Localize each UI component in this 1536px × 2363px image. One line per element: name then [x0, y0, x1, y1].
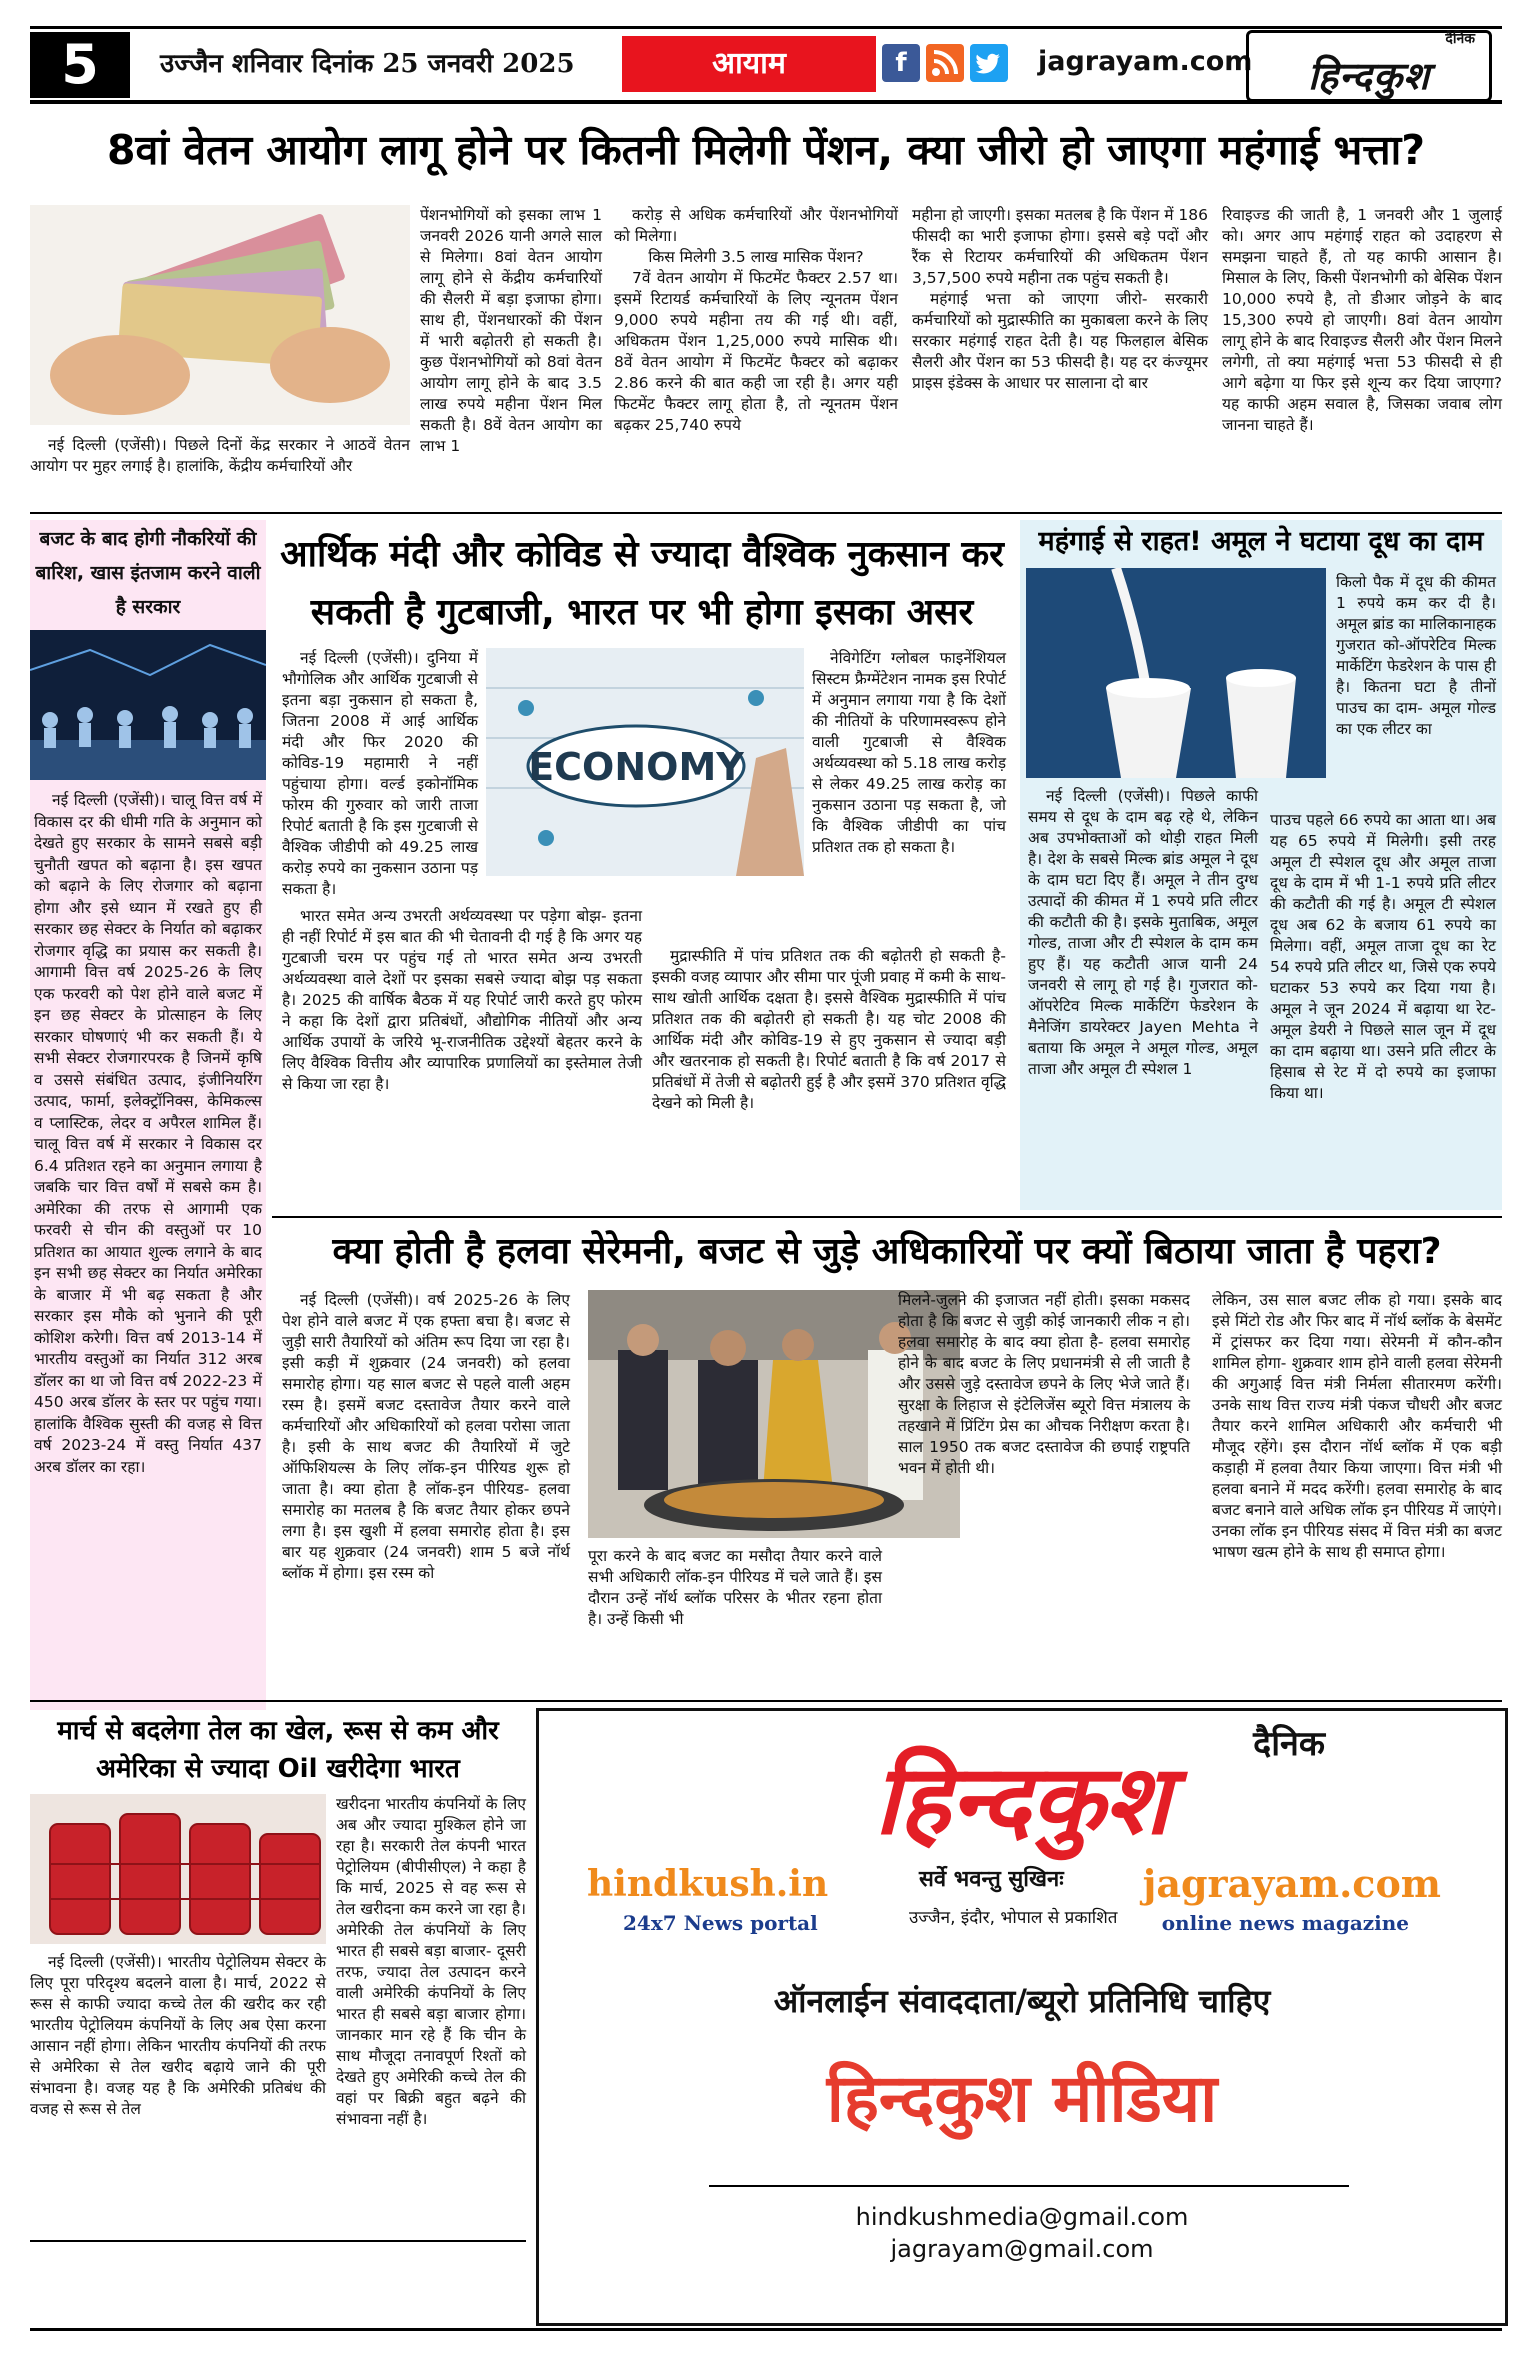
bottom-rule: [30, 1700, 1502, 1702]
article1-col3-c: 7वें वेतन आयोग में फिटमेंट फैक्टर 2.57 था। इसमें रिटायर्ड कर्मचारियों के लिए न्यूनतम पेंशन 9,000 रुपये महीना तय की गई थी। वहीं, अधिकतम पेंशन 1,25,000 रुपये मासिक थी। 8वें वेतन आयोग में फिटमेंट फैक्टर को बढ़ाकर 2.86 करने की बात कही जा रही है। अगर यही फिटमेंट फैक्टर लागू होता है, तो न्यूनतम पेंशन बढ़कर 25,740 रुपये: [614, 269, 898, 434]
economy-col1: नई दिल्ली (एजेंसी)। दुनिया में भौगोलिक और आर्थिक गुटबाजी से इतना बड़ा नुकसान हो सकता है, जितना 2008 में आई आर्थिक मंदी और फिर 2020 की कोविड-19 महामारी ने नहीं पहुंचाया होगा। वर्ल्ड इकोनॉमिक फोरम की गुरुवार को जारी ताजा रिपोर्ट बताती है कि इस गुटबाजी से वैश्विक जीडीपी को 49.25 लाख करोड़ रुपये का नुकसान उठाना पड़ सकता है।: [282, 649, 478, 898]
article1-col2: पेंशनभोगियों को इसका लाभ 1 जनवरी 2026 यानी अगले साल से मिलेगा। 8वां वेतन आयोग लागू होने से केंद्रीय कर्मचारियों की सैलरी में बड़ा इजाफा होगा। साथ ही, पेंशनधारकों की पेंशन में भारी बढ़ोतरी हो सकती है। कुछ पेंशनभोगियों को 8वां वेतन आयोग लागू होने के बाद 3.5 लाख रुपये महीना पेंशन मिल सकती है। 8वें वेतन आयोग का लाभ 1: [420, 206, 602, 455]
ad-motto: सर्वे भवन्तु सुखिनः: [919, 1867, 1064, 1892]
logo-small-text: दैनिक: [1445, 31, 1475, 47]
oil-col2: खरीदना भारतीय कंपनियों के लिए अब और ज्यादा मुश्किल होने जा रहा है। सरकारी तेल कंपनी भारत पेट्रोलियम (बीपीसीएल) ने कहा है कि मार्च, 2025 से वह रूस से तेल खरीदना कम करने जा रहा है। अमेरिकी तेल कंपनियों के लिए भारत ही सबसे बड़ा बाजार- दूसरी तरफ, ज्यादा तेल उत्पादन करने वाली अमेरिकी कंपनियों के लिए भारत ही सबसे बड़ा बाजार होगा। जानकार मान रहे हैं कि चीन के साथ मौजूदा तनावपूर्ण रिश्तों को देखते हुए अमेरिकी कच्चे तेल की वहां पर बिक्री बहुत बढ़ने की संभावना नहीं है।: [336, 1795, 526, 2128]
date-line: उज्जैन शनिवार दिनांक 25 जनवरी 2025: [160, 49, 575, 79]
jobs-image: [30, 630, 266, 780]
ad-email-2[interactable]: jagrayam@gmail.com: [890, 2235, 1154, 2263]
page-bottom-rule: [30, 2328, 1502, 2331]
ad-email-1[interactable]: hindkushmedia@gmail.com: [855, 2203, 1189, 2231]
top-rule: [30, 26, 1502, 29]
halwa-col4: लेकिन, उस साल बजट लीक हो गया। इसके बाद इसे मिंटो रोड और फिर बाद में नॉर्थ ब्लॉक के बेसमेंट में ट्रांसफर कर दिया गया। सेरेमनी में कौन-कौन शामिल होगा- शुक्रवार शाम होने वाली हलवा सेरेमनी की अगुआई वित्त मंत्री निर्मला सीतारमण करेंगी। उनके साथ वित्त राज्य मंत्री पंकज चौधरी और बजट तैयार करने शामिल अधिकारी और कर्मचारी भी मौजूद रहेंगे। इस दौरान नॉर्थ ब्लॉक में एक बड़ी कड़ाही में हलवा तैयार किया जाएगा। वित्त मंत्री भी हलवा बनाने में मदद करेंगी। हलवा समारोह के बाद बजट बनाने वाले अधिक लॉक इन पीरियड में जाएंगे। उनका लॉक इन पीरियड संसद में वित्त मंत्री का बजट भाषण खत्म होने के साथ ही समाप्त होगा।: [1212, 1291, 1502, 1561]
milk-col2: पाउच पहले 66 रुपये का आता था। अब यह 65 रुपये में मिलेगी। इसी तरह अमूल टी स्पेशल दूध और अमूल ताजा दूध के दाम में भी 1-1 रुपये प्रति लीटर की कटौती की गई है। अमूल टी स्पेशल दूध अब 62 के बजाय 61 रुपये का मिलेगा। वहीं, अमूल ताजा दूध का रेट 54 रुपये प्रति लीटर था, जिसे एक रुपये घटाकर 53 रुपये कर दिया गया है। अमूल ने जून 2024 में बढ़ाया था रेट- अमूल डेयरी ने पिछले साल जून में दूध का दाम बढ़ाया था। उसने प्रति लीटर के हिसाब से रेट में दो रुपये का इजाफा किया था।: [1270, 811, 1496, 1102]
ad-cities: उज्जैन, इंदौर, भोपाल से प्रकाशित: [909, 1908, 1118, 1928]
oil-col1: नई दिल्ली (एजेंसी)। भारतीय पेट्रोलियम सेक्टर के लिए पूरा परिदृश्य बदलने वाला है। मार्च, 2022 से रूस से काफी ज्यादा कच्चे तेल की खरीद कर रही भारतीय पेट्रोलियम कंपनियों के लिए अब ऐसा करना आसान नहीं होगा। लेकिन भारतीय कंपनियों की तरफ से अमेरिका से तेल खरीद बढ़ाये जाने की पूरी संभावना है। वजह यह है कि अमेरिकी प्रतिबंध की वजह से रूस से तेल: [30, 1953, 326, 2118]
website-link[interactable]: jagrayam.com: [1038, 46, 1253, 77]
article1-col3-subhead: किस मिलेगी 3.5 लाख मासिक पेंशन?: [648, 248, 864, 266]
halwa-col1: नई दिल्ली (एजेंसी)। वर्ष 2025-26 के लिए पेश होने वाले बजट में एक हफ्ता बचा है। बजट से जुड़ी सारी तैयारियों को अंतिम रूप दिया जा रहा है। इसी कड़ी में शुक्रवार (24 जनवरी) को हलवा समारोह होगा। यह साल बजट से पहले वाली अहम रस्म है। इसमें बजट दस्तावेज तैयार करने वाले कर्मचारियों और अधिकारियों को हलवा परोसा जाता है। इसी के साथ बजट की तैयारियों में जुटे ऑफिशियल्स के लिए लॉक-इन पीरियड शुरू हो जाता है। क्या होता है लॉक-इन पीरियड- हलवा समारोह का मतलब है कि बजट तैयार होकर छपने लगा है। इस खुशी में हलवा समारोह होता है। इस बार यह शुक्रवार (24 जनवरी) शाम 5 बजे नॉर्थ ब्लॉक में होगा। इस रस्म को: [282, 1291, 570, 1582]
article1-col1: नई दिल्ली (एजेंसी)। पिछले दिनों केंद्र सरकार ने आठवें वेतन आयोग पर मुहर लगाई है। हालांकि, केंद्रीय कर्मचारियों और: [30, 436, 410, 475]
currency-image: [30, 205, 410, 425]
halwa-headline: क्या होती है हलवा सेरेमनी, बजट से जुड़े अधिकारियों पर क्यों बिठाया जाता है पहरा?: [332, 1231, 1442, 1272]
ad-media: हिन्दकुश मीडिया: [826, 2060, 1218, 2137]
milk-image: [1026, 568, 1326, 778]
milk-col1: नई दिल्ली (एजेंसी)। पिछले काफी समय से दूध के दाम बढ़ रहे थे, लेकिन अब उपभोक्ताओं को थोड़ी राहत मिली है। देश के सबसे मिल्क ब्रांड अमूल ने दूध के दाम घटा दिए हैं। अमूल ने तीन दुग्ध उत्पादों की कीमत में 1 रुपये प्रति लीटर की कटौती की है। इसके मुताबिक, अमूल गोल्ड, ताजा और टी स्पेशल के दाम कम हुए हैं। यह कटौती आज यानी 24 जनवरी से लागू हो गई है। गुजरात को-ऑपरेटिव मिल्क मार्केटिंग फेडरेशन के मैनेजिंग डायरेक्टर Jayen Mehta ने बताया कि अमूल ने अमूल गोल्ड, अमूल ताजा और अमूल टी स्पेशल 1: [1028, 787, 1258, 1078]
oil-image: [30, 1794, 326, 1944]
twitter-icon[interactable]: [970, 44, 1008, 82]
economy-headline: आर्थिक मंदी और कोविड से ज्यादा वैश्विक नुकसान कर सकती है गुटबाजी, भारत पर भी होगा इसका असर: [280, 534, 1004, 633]
economy-image-text: ECONOMY: [528, 745, 744, 789]
facebook-icon[interactable]: f: [882, 44, 920, 82]
milk-side: किलो पैक में दूध की कीमत 1 रुपये कम कर दी है। अमूल ब्रांड का मालिकानाहक गुजरात को-ऑपरेटिव मिल्क मार्केटिंग फेडरेशन के पास ही है। कितना घटा है तीनों पाउच का दाम- अमूल गोल्ड का एक लीटर का: [1336, 573, 1496, 738]
ad-right-tag: online news magazine: [1161, 1911, 1409, 1935]
oil-headline: मार्च से बदलेगा तेल का खेल, रूस से कम और अमेरिका से ज्यादा Oil खरीदेगा भारत: [57, 1716, 499, 1784]
economy-col2: नेविगेटिंग ग्लोबल फाइनेंशियल सिस्टम फ्रैग्मेंटेशन नामक इस रिपोर्ट में अनुमान लगाया गया है कि देशों की नीतियों के परिणामस्वरूप होने वाली गुटबाजी से वैश्विक अर्थव्यवस्था को 5.18 लाख करोड़ से लेकर 49.25 लाख करोड़ का नुकसान उठाना पड़ सकता है, जो कि वैश्विक जीडीपी का पांच प्रतिशत तक हो सकता है।: [812, 649, 1006, 856]
article1-col4-b: महंगाई भत्ता को जाएगा जीरो- सरकारी कर्मचारियों को मुद्रास्फीति का मुकाबला करने के लिए सरकार महंगाई राहत देती है। यह फिलहाल बेसिक सैलरी और पेंशन का 53 फीसदी है। यह दर कंज्यूमर प्राइस इंडेक्स के आधार पर सालाना दो बार: [912, 290, 1208, 392]
ad-wanted: ऑनलाईन संवाददाता/ब्यूरो प्रतिनिधि चाहिए: [773, 1982, 1271, 2020]
economy-col2b: मुद्रास्फीति में पांच प्रतिशत तक की बढ़ोतरी हो सकती है- इसकी वजह व्यापार और सीमा पार पूंजी प्रवाह में कमी के साथ-साथ खोती आर्थिक दक्षता है। इससे वैश्विक मुद्रास्फीति में पांच प्रतिशत तक की बढ़ोतरी हो सकती है। यह चोट 2008 की आर्थिक मंदी और कोविड-19 से हुए नुकसान से ज्यादा बड़ी और खतरनाक हो सकती है। रिपोर्ट बताती है कि वर्ष 2017 से प्रतिबंधों में तेजी से बढ़ोतरी हुई है और इसमें 370 प्रतिशत वृद्धि देखने को मिली है।: [652, 947, 1006, 1112]
ad-divider: [709, 2185, 1349, 2187]
ad-left-tag: 24x7 News portal: [623, 1911, 818, 1935]
article1-col5: रिवाइज्ड की जाती है, 1 जनवरी और 1 जुलाई को। अगर आप महंगाई राहत को उदाहरण से समझना चाहते हैं, तो यह काफी आसान है। मिसाल के लिए, किसी पेंशनभोगी को बेसिक पेंशन 10,000 रुपये है, तो डीआर जोड़ने के बाद 15,300 रुपये हो जाएगी। 8वां वेतन आयोग लागू होने के बाद रिवाइज्ड सैलरी और पेंशन मिलने लगेगी, तो क्या महंगाई भत्ता 53 फीसदी से ही आगे बढ़ेगा या फिर इसे शून्य कर दिया जाएगा? यह काफी अहम सवाल है, जिसका जवाब लोग जानना चाहते हैं।: [1222, 206, 1502, 434]
section-label: आयाम: [622, 36, 876, 92]
article1-col4-a: महीना हो जाएगी। इसका मतलब है कि पेंशन में 186 फीसदी का भारी इजाफा होगा। इससे बड़े पदों और रैंक से रिटायर कर्मचारियों की अधिकतम पेंशन 3,57,500 रुपये महीना तक पहुंच सकती है।: [912, 206, 1208, 287]
article1-col3: [614, 205, 898, 436]
halwa-col2: पूरा करने के बाद बजट का मसौदा तैयार करने वाले सभी अधिकारी लॉक-इन पीरियड में चले जाते हैं। इस दौरान उन्हें नॉर्थ ब्लॉक परिसर के भीतर रहना होता है। उन्हें किसी भी: [588, 1547, 882, 1628]
rss-icon[interactable]: [926, 44, 964, 82]
jobs-headline: बजट के बाद होगी नौकरियों की बारिश, खास इंतजाम करने वाली है सरकार: [35, 528, 261, 618]
economy-col1b: भारत समेत अन्य उभरती अर्थव्यवस्था पर पड़ेगा बोझ- इतना ही नहीं रिपोर्ट में इस बात की भी चेतावनी दी गई है कि अगर यह गुटबाजी चरम पर पहुंच गई तो भारत समेत अन्य उभरती अर्थव्यवस्था वाले देशों पर इसका सबसे ज्यादा बोझ पड़ सकता है। 2025 की वार्षिक बैठक में यह रिपोर्ट जारी करते हुए फोरम ने कहा कि देशों द्वारा प्रतिबंधों, औद्योगिक नीतियों और अन्य आर्थिक उपायों के जरिये भू-राजनीतिक उद्देश्यों बेहतर करने के लिए वैश्विक वित्तीय और व्यापारिक प्रणालियों का इस्तेमाल तेजी से किया जा रहा है।: [282, 907, 642, 1093]
economy-image: [486, 648, 804, 876]
page-number: 5: [30, 32, 130, 98]
advertisement-box: [536, 1708, 1508, 2326]
jobs-body: नई दिल्ली (एजेंसी)। चालू वित्त वर्ष में विकास दर की धीमी गति के अनुमान को देखते हुए सरकार के सामने सबसे बड़ी चुनौती खपत को बढ़ाना है। इस खपत को बढ़ाने के लिए रोजगार को बढ़ाना होगा और इसे ध्यान में रखते हुए ही सरकार छह सेक्टर के निर्यात को बढ़ाकर रोजगार वृद्धि का प्रयास कर सकती है। आगामी वित्त वर्ष 2025-26 के लिए एक फरवरी को पेश होने वाले बजट में इन छह सेक्टर के प्रोत्साहन के लिए सरकार घोषणाएं भी कर सकती हैं। ये सभी सेक्टर रोजगारपरक है जिनमें कृषि व उससे संबंधित उत्पाद, इंजीनियरिंग उत्पाद, फार्मा, इलेक्ट्रॉनिक्स, केमिकल्स व प्लास्टिक, लेदर व अपैरल शामिल हैं। चालू वित्त वर्ष में सरकार ने विकास दर 6.4 प्रतिशत रहने का अनुमान लगाया है जबकि चार वित्त वर्षों में सबसे कम है। अमेरिका की तरफ से आगामी एक फरवरी से चीन की वस्तुओं पर 10 प्रतिशत का आयात शुल्क लगाने के बाद इन सभी छह सेक्टर का निर्यात अमेरिका के बाजार में भी बढ़ सकता है और सरकार इस मौके को भुनाने की पूरी कोशिश करेगी। वित्त वर्ष 2013-14 में भारतीय वस्तुओं का निर्यात 312 अरब डॉलर का था जो वित्त वर्ष 2022-23 में 450 अरब डॉलर के स्तर पर पहुंच गया। हालांकि वैश्विक सुस्ती की वजह से वित्त वर्ष 2023-24 में वस्तु निर्यात 437 अरब डॉलर का रहा।: [34, 791, 262, 1476]
ad-left-site[interactable]: hindkush.in: [587, 1863, 829, 1905]
ad-right-site[interactable]: jagrayam.com: [1142, 1861, 1441, 1906]
masthead-logo: [1246, 30, 1492, 102]
article1-rule: [30, 512, 1502, 514]
article1-col3-a: करोड़ से अधिक कर्मचारियों और पेंशनभोगियों को मिलेगा।: [614, 206, 898, 245]
logo-main-text: हिन्दकुश: [1308, 54, 1430, 98]
ad-logo: हिन्दकुश: [874, 1744, 1170, 1856]
milk-headline: महंगाई से राहत! अमूल ने घटाया दूध का दाम: [1038, 526, 1484, 557]
article1-col4: [912, 205, 1208, 394]
oil-rule: [30, 2240, 526, 2242]
article1-headline: 8वां वेतन आयोग लागू होने पर कितनी मिलेगी पेंशन, क्या जीरो हो जाएगा महंगाई भत्ता?: [106, 126, 1425, 174]
halwa-col3: मिलने-जुलने की इजाजत नहीं होती। इसका मकसद होता है कि बजट से जुड़ी कोई जानकारी लीक न हो। हलवा समारोह के बाद क्या होता है- हलवा समारोह होने के बाद बजट के लिए प्रधानमंत्री से ली जाती है और उससे जुड़े दस्तावेज छपने के लिए भेजे जाते हैं। सुरक्षा के लिहाज से इंटेलिजेंस ब्यूरो वित्त मंत्रालय के तहखाने में प्रिंटिंग प्रेस का औचक निरीक्षण करता है। साल 1950 तक बजट दस्तावेज की छपाई राष्ट्रपति भवन में होती थी।: [898, 1291, 1190, 1477]
mid-rule: [272, 1216, 1502, 1218]
header-rule: [30, 100, 1502, 104]
ad-small-text: दैनिक: [1253, 1724, 1325, 1764]
